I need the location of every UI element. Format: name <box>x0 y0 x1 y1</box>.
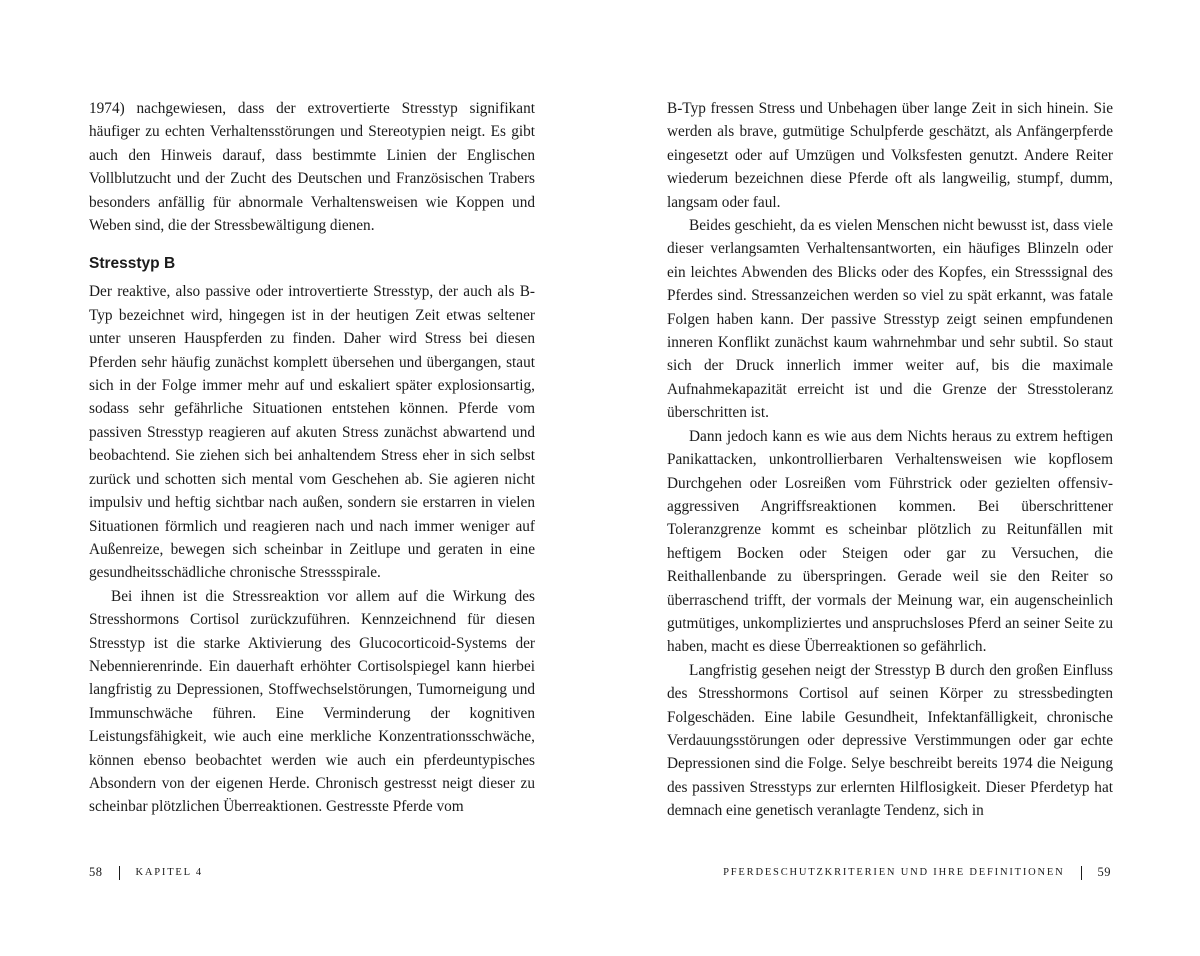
left-page-number: 58 <box>89 865 103 879</box>
left-paragraph-intro: 1974) nachgewiesen, dass der extrovertierte Stresstyp signifikant häufiger zu echten Verhaltensstörungen und Stereotypien neigt. Es gibt auch den Hinweis darauf, dass bestimmte Linien der Englischen Vollblutzucht und der Zucht des Deutschen und Französischen Trabers besonders anfällig für abnormale Verhaltensweisen wie Koppen und Weben sind, die der Stressbewältigung dienen. <box>89 100 535 235</box>
left-running-head: KAPITEL 4 <box>135 867 203 878</box>
right-running-head: PFERDESCHUTZKRITERIEN UND IHRE DEFINITIONEN <box>723 867 1065 878</box>
right-footer <box>723 865 1111 880</box>
left-paragraph-2: Bei ihnen ist die Stressreaktion vor allem auf die Wirkung des Stresshormons Cortisol zurückzuführen. Kennzeichnend für diesen Stresstyp ist die starke Aktivierung des Glucocorticoid-Systems der Nebennierenrinde. Ein dauerhaft erhöhter Cortisolspiegel kann hierbei langfristig zu Depressionen, Stoffwechselstörungen, Tumorneigung und Immunschwäche führen. Eine Verminderung der kognitiven Leistungsfähigkeit, wie auch eine merkliche Konzentrationsschwäche, können ebenso beobachtet werden wie auch ein pferdeuntypisches Absondern von der eigenen Herde. Chronisch gestresst neigt dieser zu scheinbar plötzlichen Überreaktionen. Gestresste Pferde vom <box>89 587 535 816</box>
right-paragraph-3: Langfristig gesehen neigt der Stresstyp B durch den großen Einfluss des Stresshormons Cortisol auf seinen Körper zu stressbedingten Folgeschäden. Eine labile Gesundheit, Infektanfälligkeit, chronische Verdauungsstörungen oder depressive Verstimmungen oder gar echte Depressionen sind die Folge. Selye beschreibt bereits 1974 die Neigung des passiven Stresstyps zur erlernten Hilflosigkeit. Dieser Pferdetyp hat demnach eine genetisch veranlagte Tendenz, sich in <box>667 661 1113 820</box>
section-heading: Stresstyp B <box>89 255 176 273</box>
left-paragraph-1: Der reaktive, also passive oder introvertierte Stresstyp, der auch als B-Typ bezeichnet wird, hingegen ist in der heutigen Zeit etwas seltener unter unseren Hauspferden zu finden. Daher wird Stress bei diesen Pferden sehr häufig zunächst komplett übersehen und übergangen, staut sich in der Folge immer mehr auf und eskaliert später explosionsartig, sodass sehr gefährliche Situationen entstehen können. Pferde vom passiven Stresstyp reagieren auf akuten Stress zunächst abwartend und beobachtend. Sie ziehen sich bei anhaltendem Stress eher in sich selbst zurück und schotten sich mental vom Geschehen ab. Sie agieren nicht impulsiv und heftig sichtbar nach außen, sondern sie erstarren in vielen Situationen förmlich und reagieren nach und nach immer weniger auf Außenreize, bewegen sich scheinbar in Zeitlupe und geraten in eine gesundheitsschädliche chronische Stressspirale. <box>89 283 535 582</box>
right-paragraph-1: Beides geschieht, da es vielen Menschen nicht bewusst ist, dass viele dieser verlangsamten Verhaltensantworten, ein häufiges Blinzeln oder ein leichtes Abwenden des Blicks oder des Kopfes, ein Stresssignal des Pferdes sind. Stressanzeichen werden so viel zu spät erkannt, was fatale Folgen haben kann. Der passive Stresstyp zeigt seinen empfundenen inneren Konflikt zunächst kaum wahrnehmbar und sehr subtil. So staut sich der Druck innerlich immer weiter auf, bis die maximale Aufnahmekapazität erreicht ist und die Grenze der Stresstoleranz überschritten ist. <box>667 217 1113 422</box>
footer-divider <box>1081 866 1082 880</box>
footer-divider <box>119 866 120 880</box>
right-page <box>667 97 1113 823</box>
left-page <box>89 97 535 819</box>
right-paragraph-intro: B-Typ fressen Stress und Unbehagen über lange Zeit in sich hinein. Sie werden als brave, gutmütige Schulpferde geschätzt, als Anfängerpferde eingesetzt oder auf Umzügen und Volksfesten genutzt. Andere Reiter wiederum bezeichnen diese Pferde oft als langweilig, stumpf, dumm, langsam oder faul. <box>667 100 1113 211</box>
right-page-number: 59 <box>1097 865 1111 879</box>
left-footer <box>89 865 203 880</box>
right-paragraph-2: Dann jedoch kann es wie aus dem Nichts heraus zu extrem heftigen Panikattacken, unkontrollierbaren Verhaltensweisen wie kopflosem Durchgehen oder Losreißen vom Führstrick oder gezielten offensiv-aggressiven Angriffsreaktionen kommen. Bei überschrittener Toleranzgrenze kommt es scheinbar plötzlich zu Reitunfällen mit heftigem Bocken oder Steigen oder gar zu Versuchen, die Reithallenbande zu überspringen. Gerade weil sie den Reiter so überraschend trifft, der vormals der Meinung war, ein augenscheinlich gutmütiges, unkompliziertes und anspruchsloses Pferd an seiner Seite zu haben, macht es diese Überreaktionen so gefährlich. <box>667 427 1113 656</box>
